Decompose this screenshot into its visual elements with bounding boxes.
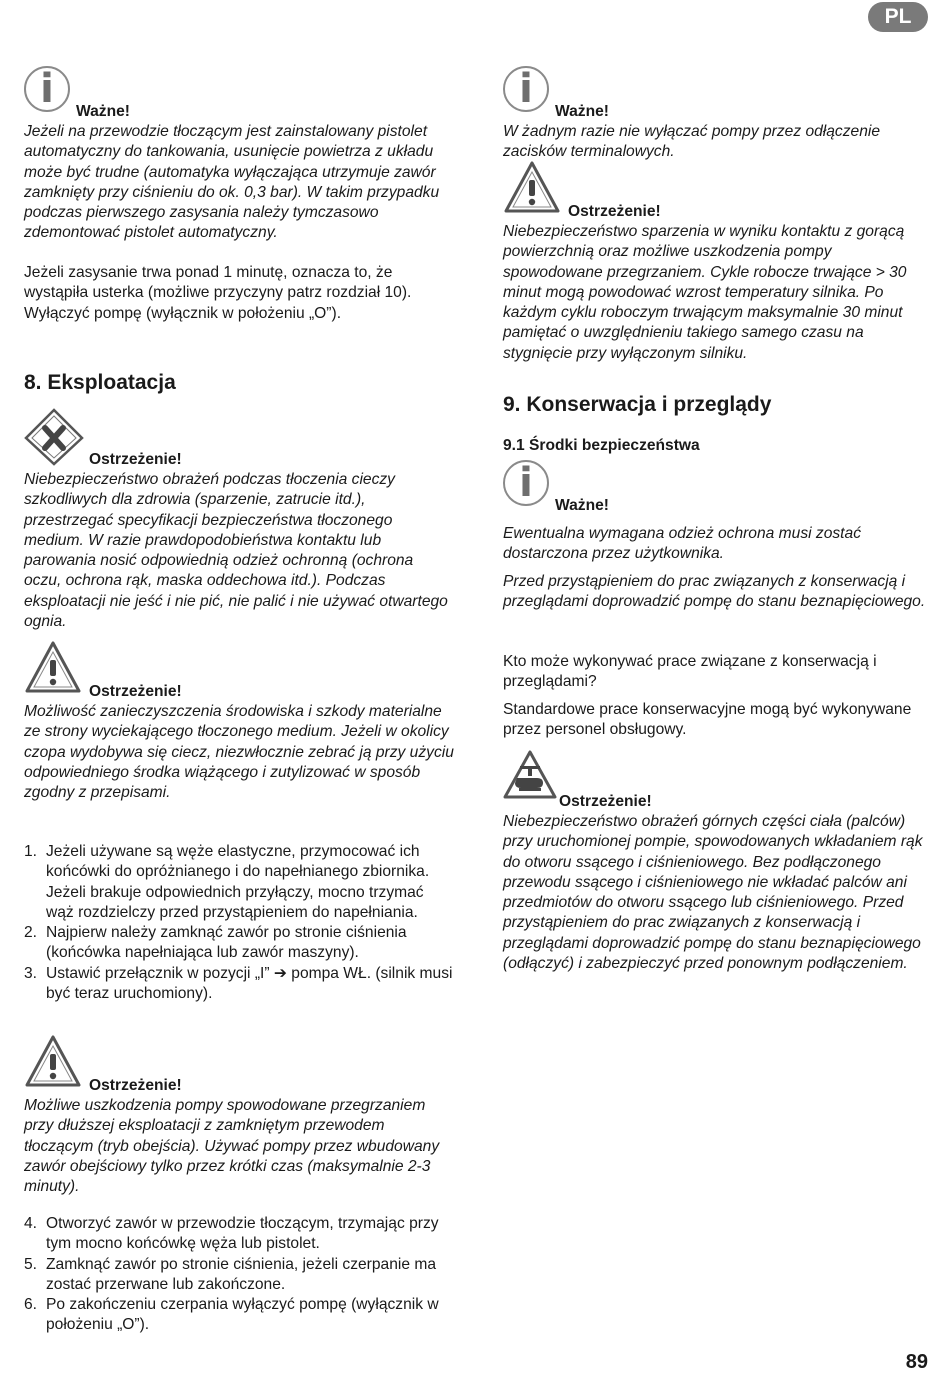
info-icon: i (503, 66, 549, 112)
note-text: W żadnym razie nie wyłączać pompy przez odłączenie zacisków terminalowych. (503, 123, 881, 161)
list-item: 4. Otworzyć zawór w przewodzie tłoczącym, trzymając przy tym mocno końcówkę węża lub pistolet. (24, 1215, 439, 1253)
important-note-protective (503, 460, 933, 612)
list-item: 5. Zamknąć zawór po stronie ciśnienia, jeżeli czerpanie ma zostać przerwane lub zakończone. (24, 1255, 437, 1293)
note-text: Jeżeli na przewodzie tłoczącym jest zainstalowany pistolet automatyczny do tankowania, usunięcie powietrza z układu może być trudne (automatyka wyłączająca utrzymuje zawór zamknięty przy ciśnieniu do ok. 0,3 bar). W takim przypadku podczas pierwszego zasysania należy tymczasowo zdemontować pistolet automatyczny. (24, 123, 440, 242)
important-note-terminals (503, 66, 933, 163)
warning-triangle-icon (503, 160, 561, 214)
page-number: 89 (905, 1351, 928, 1373)
warning-text: Możliwość zanieczyszczenia środowiska i szkody materialne ze strony wyciekającego tłoczonego medium. Jeżeli w okolicy czopa wydobywa się ciecz, niezwłocznie zebrać ją przy użyciu odpowiedniego środka wiążącego i zutylizować w sposób zgodny z przepisami. (24, 703, 454, 802)
section-8-heading: 8. Eksploatacja (24, 371, 176, 394)
steps-list-1-3 (24, 842, 454, 1004)
warning-text: Możliwe uszkodzenia pompy spowodowane przegrzaniem przy dłuższej eksploatacji z zamkniętym przewodem tłoczącym (tryb obejścia). Używać pompy przez wbudowany zawór obejściowy tylko przez krótki czas (maksymalnie 2-3 minuty). (24, 1097, 440, 1196)
info-icon: i (503, 460, 549, 506)
list-item: 6. Po zakończeniu czerpania wyłączyć pompę (wyłącznik w położeniu „O”). (24, 1296, 439, 1334)
answer-text: Standardowe prace konserwacyjne mogą być wykonywane przez personel obsługowy. (503, 701, 912, 739)
note-label: Ważne! (76, 103, 130, 120)
warning-label: Ostrzeżenie! (559, 793, 652, 810)
warning-harmful-liquids (24, 408, 454, 632)
language-badge: PL (868, 2, 928, 32)
section-9-heading: 9. Konserwacja i przeglądy (503, 393, 772, 416)
steps-list-4-6 (24, 1214, 454, 1336)
question-text: Kto może wykonywać prace związane z konserwacją i przeglądami? (503, 653, 877, 691)
warning-overheating (24, 1034, 454, 1197)
warning-text: Niebezpieczeństwo obrażeń podczas tłoczenia cieczy szkodliwych dla zdrowia (sparzenie, zatrucie itd.), przestrzegać specyfikacji bezpieczeństwa tłoczonego medium. W razie prawdopodobieństwa kontaktu lub parowania nosić odpowiednią odzież ochronną (ochrona oczu, ochrona rąk, maska oddechowa itd.). Podczas eksploatacji nie jeść i nie pić, nie palić i nie używać otwartego ognia. (24, 471, 448, 631)
list-item: 1. Jeżeli używane są węże elastyczne, przymocować ich końcówki do opróżnianego i do napełnianego zbiornika. Jeżeli brakuje odpowiednich przyłączy, mocno trzymać wąż rozdzielczy przed przystąpieniem do napełniania. (24, 843, 430, 921)
section-9-1-heading: 9.1 Środki bezpieczeństwa (503, 437, 700, 454)
note-text: Przed przystąpieniem do prac związanych z konserwacją i przeglądami doprowadzić pompę do stanu beznapięciowego. (503, 572, 926, 610)
info-icon: i (24, 66, 70, 112)
note-label: Ważne! (555, 497, 609, 514)
important-note-autopistol (24, 66, 454, 244)
warning-label: Ostrzeżenie! (89, 683, 182, 700)
right-column (503, 0, 933, 1374)
warning-label: Ostrzeżenie! (89, 451, 182, 468)
warning-label: Ostrzeżenie! (568, 203, 661, 220)
warning-label: Ostrzeżenie! (89, 1077, 182, 1094)
list-item: 3. Ustawić przełącznik w pozycji „I” ➔ pompa WŁ. (silnik musi być teraz uruchomiony). (24, 964, 453, 1003)
warning-triangle-icon (24, 1034, 82, 1088)
note-label: Ważne! (555, 103, 609, 120)
harmful-substance-icon (24, 408, 84, 466)
warning-environment (24, 640, 454, 803)
left-column (24, 0, 454, 1374)
warning-text: Niebezpieczeństwo obrażeń górnych części ciała (palców) przy uruchomionej pompie, spowodowanych wkładaniem rąk do otworu ssącego i ciśnieniowego. Bez podłączonego przewodu ssącego i ciśnieniowego nie wkładać palców ani przedmiotów do otworu ssącego lub ciśnieniowego. Przed przystąpieniem do prac związanych z konserwacją i przeglądami doprowadzić pompę do stanu beznapięciowego (odłączyć) i zabezpieczyć przed ponownym podłączeniem. (503, 813, 923, 973)
note-text: Ewentualna wymagana odzież ochrona musi zostać dostarczona przez użytkownika. (503, 525, 861, 563)
warning-text: Niebezpieczeństwo sparzenia w wyniku kontaktu z gorącą powierzchnią oraz możliwe uszkodzenia pompy spowodowane przegrzaniem. Cykle robocze trwające > 30 minut mogą powodować wzrost temperatury silnika. Po każdym cyklu roboczym trwającym maksymalnie 30 minut pamiętać o uwzględnieniu takiego samego czasu na stygnięcie przy wyłączonym silniku. (503, 223, 907, 362)
warning-hand-injury (503, 750, 933, 974)
priming-paragraph: Jeżeli zasysanie trwa ponad 1 minutę, oznacza to, że wystąpiła usterka (możliwe przyczyny patrz rozdział 10). Wyłączyć pompę (wyłącznik w położeniu „O”). (24, 264, 412, 322)
hand-crush-warning-icon (503, 750, 557, 800)
warning-burn (503, 160, 933, 364)
warning-triangle-icon (24, 640, 82, 694)
list-item: 2. Najpierw należy zamknąć zawór po stronie ciśnienia (końcówka napełniająca lub zawór maszyny). (24, 924, 407, 962)
